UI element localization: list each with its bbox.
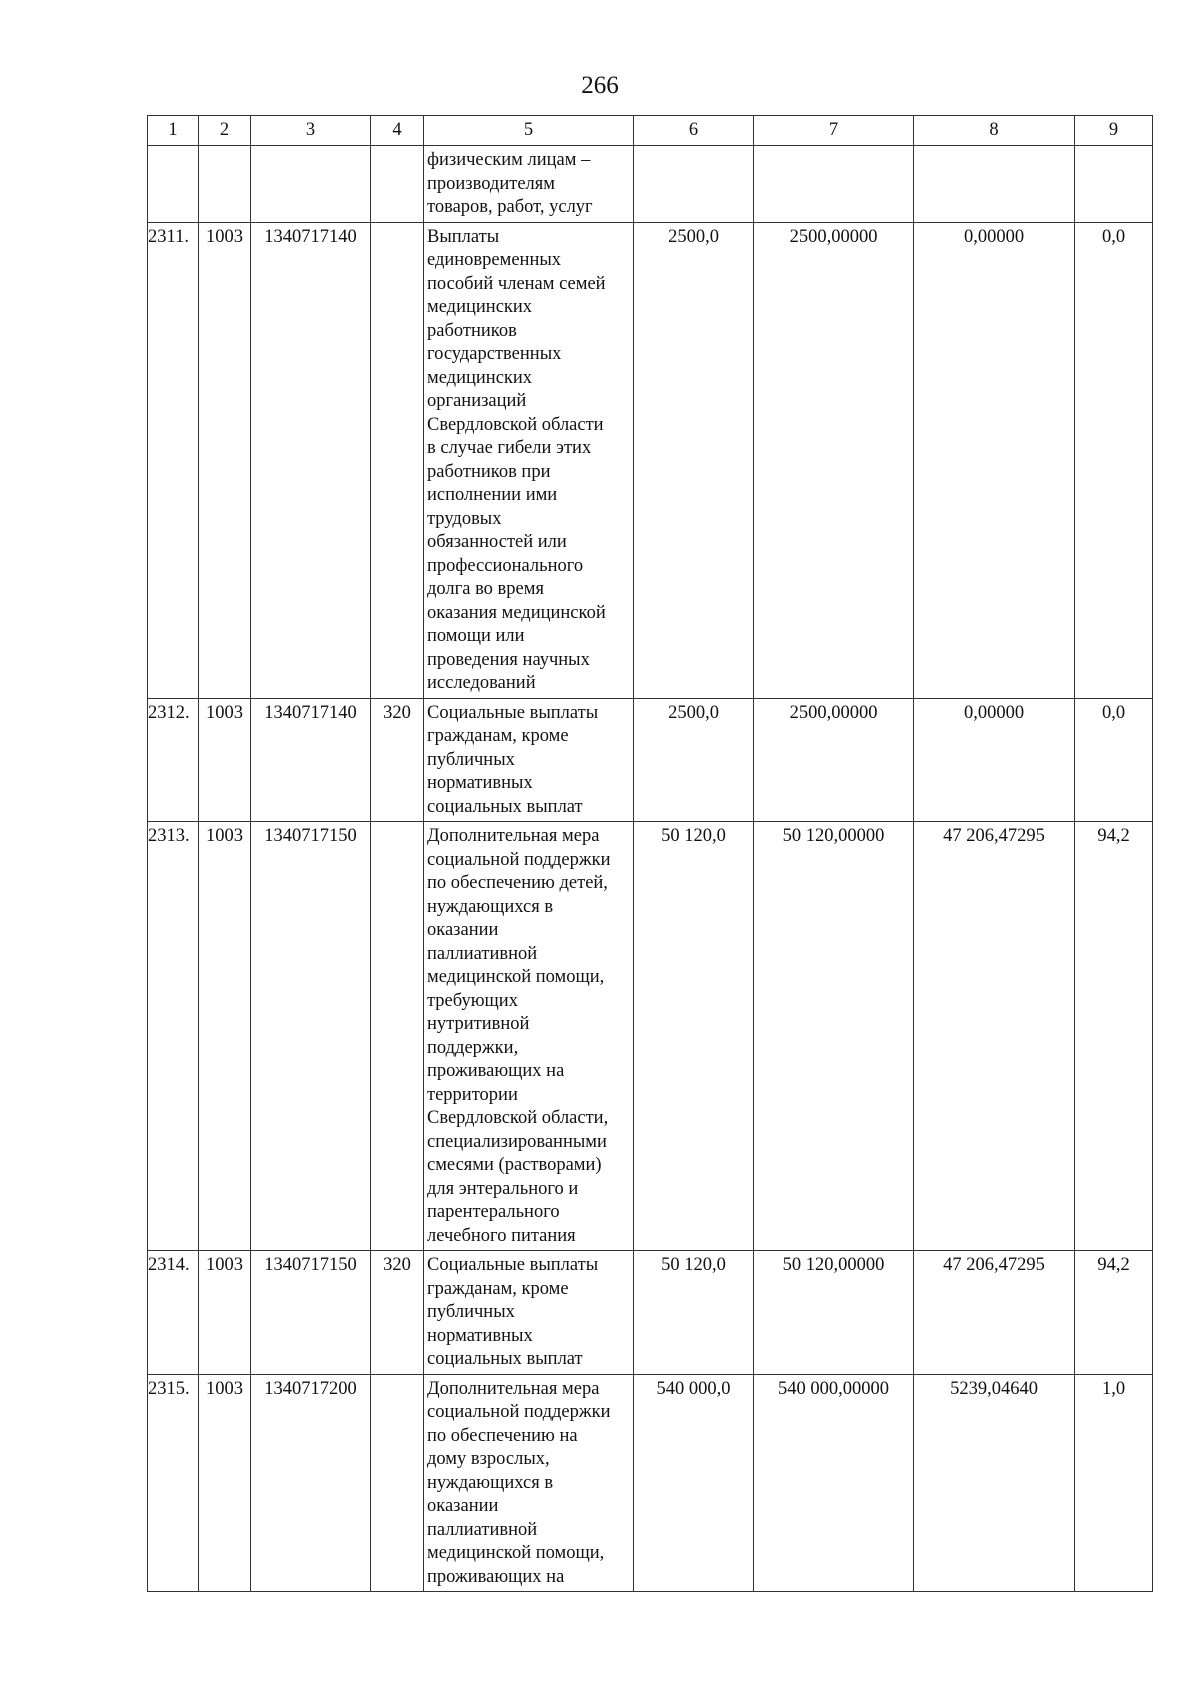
item-name-line: Свердловской области, xyxy=(427,1108,609,1128)
execution-percent: 0,0 xyxy=(1075,698,1153,822)
item-name-line: Социальные выплаты xyxy=(427,702,599,723)
item-name xyxy=(424,1251,634,1375)
item-name-line: паллиативной xyxy=(427,1519,538,1540)
target-code: 1340717140 xyxy=(251,222,371,698)
item-name-line: проживающих на xyxy=(427,1061,565,1081)
table-row xyxy=(148,698,1153,822)
item-name-line: проведения научных xyxy=(427,649,590,670)
expense-type-code: 320 xyxy=(371,698,424,822)
item-name-line: медицинской помощи, xyxy=(427,967,605,987)
item-name-line: пособий членам семей xyxy=(427,273,606,294)
item-name-line: для энтерального и xyxy=(427,1178,579,1199)
row-number xyxy=(148,146,199,223)
section-code: 1003 xyxy=(199,822,251,1251)
item-name-line: товаров, работ, услуг xyxy=(427,197,593,217)
executed-amount: 47 206,47295 xyxy=(914,1251,1075,1375)
expense-type-code xyxy=(371,222,424,698)
approved-amount: 50 120,00000 xyxy=(754,1251,914,1375)
item-name-line: социальных выплат xyxy=(427,796,583,817)
section-code: 1003 xyxy=(199,1251,251,1375)
item-name-line: специализированными xyxy=(427,1131,607,1152)
execution-percent: 0,0 xyxy=(1075,222,1153,698)
page-number: 266 xyxy=(581,72,619,99)
item-name-line: медицинских xyxy=(427,367,533,388)
expense-type-code xyxy=(371,146,424,223)
item-name-line: социальных выплат xyxy=(427,1349,583,1369)
item-name-line: работников при xyxy=(427,461,551,482)
item-name-line: по обеспечению детей, xyxy=(427,873,608,893)
target-code xyxy=(251,146,371,223)
item-name-line: паллиативной xyxy=(427,943,538,964)
row-number: 2312. xyxy=(148,698,199,822)
item-name-line: парентерального xyxy=(427,1202,560,1222)
column-header: 1 xyxy=(148,116,199,146)
item-name-line: единовременных xyxy=(427,250,562,270)
item-name-line: нормативных xyxy=(427,1325,533,1346)
row-number: 2311. xyxy=(148,222,199,698)
item-name-line: оказании xyxy=(427,1496,499,1516)
expense-type-code xyxy=(371,1374,424,1592)
item-name-line: проживающих на xyxy=(427,1566,565,1587)
column-header: 8 xyxy=(914,116,1075,146)
item-name-line: нуждающихся в xyxy=(427,896,554,917)
item-name-line: требующих xyxy=(427,990,518,1011)
table-row xyxy=(148,222,1153,698)
item-name-line: работников xyxy=(427,320,517,341)
execution-percent: 94,2 xyxy=(1075,1251,1153,1375)
section-code xyxy=(199,146,251,223)
item-name-line: Социальные выплаты xyxy=(427,1255,599,1275)
item-name-line: организаций xyxy=(427,391,527,411)
item-name-line: гражданам, кроме xyxy=(427,726,569,746)
executed-amount: 0,00000 xyxy=(914,222,1075,698)
target-code: 1340717150 xyxy=(251,822,371,1251)
item-name xyxy=(424,698,634,822)
column-header: 5 xyxy=(424,116,634,146)
table-row xyxy=(148,1374,1153,1592)
table-row xyxy=(148,146,1153,223)
execution-percent: 1,0 xyxy=(1075,1374,1153,1592)
item-name-line: гражданам, кроме xyxy=(427,1278,569,1299)
row-number: 2313. xyxy=(148,822,199,1251)
executed-amount: 47 206,47295 xyxy=(914,822,1075,1251)
item-name xyxy=(424,146,634,223)
item-name-line: публичных xyxy=(427,749,515,770)
item-name-line: медицинских xyxy=(427,297,533,317)
header-row xyxy=(148,116,1153,146)
column-header: 7 xyxy=(754,116,914,146)
target-code: 1340717200 xyxy=(251,1374,371,1592)
item-name-line: исполнении ими xyxy=(427,485,558,505)
row-number: 2315. xyxy=(148,1374,199,1592)
item-name-line: Свердловской области xyxy=(427,414,604,435)
item-name-line: физическим лицам – xyxy=(427,150,591,170)
execution-percent xyxy=(1075,146,1153,223)
item-name-line: оказании xyxy=(427,920,499,940)
item-name-line: нуждающихся в xyxy=(427,1472,554,1493)
item-name-line: нормативных xyxy=(427,773,533,793)
item-name-line: нутритивной xyxy=(427,1014,530,1034)
table-row xyxy=(148,822,1153,1251)
section-code: 1003 xyxy=(199,222,251,698)
table-body xyxy=(148,146,1153,1592)
budget-table xyxy=(147,115,1153,1592)
item-name-line: социальной поддержки xyxy=(427,849,611,870)
expense-type-code xyxy=(371,822,424,1251)
item-name xyxy=(424,822,634,1251)
item-name-line: обязанностей или xyxy=(427,532,567,552)
item-name-line: профессионального xyxy=(427,555,584,576)
item-name-line: социальной поддержки xyxy=(427,1402,611,1422)
item-name-line: трудовых xyxy=(427,508,502,529)
expense-type-code: 320 xyxy=(371,1251,424,1375)
execution-percent: 94,2 xyxy=(1075,822,1153,1251)
planned-amount: 2500,0 xyxy=(634,222,754,698)
executed-amount: 5239,04640 xyxy=(914,1374,1075,1592)
target-code: 1340717150 xyxy=(251,1251,371,1375)
item-name-line: лечебного питания xyxy=(427,1225,576,1246)
item-name-line: в случае гибели этих xyxy=(427,438,592,458)
column-header: 4 xyxy=(371,116,424,146)
item-name-line: смесями (растворами) xyxy=(427,1155,602,1175)
table-row xyxy=(148,1251,1153,1375)
planned-amount xyxy=(634,146,754,223)
column-header: 9 xyxy=(1075,116,1153,146)
planned-amount: 50 120,0 xyxy=(634,1251,754,1375)
executed-amount: 0,00000 xyxy=(914,698,1075,822)
item-name xyxy=(424,1374,634,1592)
planned-amount: 50 120,0 xyxy=(634,822,754,1251)
item-name-line: оказания медицинской xyxy=(427,602,606,623)
item-name-line: по обеспечению на xyxy=(427,1425,578,1446)
target-code: 1340717140 xyxy=(251,698,371,822)
item-name-line: долга во время xyxy=(427,579,544,599)
approved-amount: 540 000,00000 xyxy=(754,1374,914,1592)
item-name-line: публичных xyxy=(427,1302,515,1322)
approved-amount: 2500,00000 xyxy=(754,222,914,698)
item-name-line: государственных xyxy=(427,344,562,364)
item-name-line: производителям xyxy=(427,173,555,194)
section-code: 1003 xyxy=(199,698,251,822)
column-header: 2 xyxy=(199,116,251,146)
row-number: 2314. xyxy=(148,1251,199,1375)
item-name-line: поддержки, xyxy=(427,1037,519,1058)
item-name-line: помощи или xyxy=(427,626,525,646)
item-name-line: медицинской помощи, xyxy=(427,1543,605,1563)
approved-amount: 2500,00000 xyxy=(754,698,914,822)
planned-amount: 540 000,0 xyxy=(634,1374,754,1592)
item-name-line: Дополнительная мера xyxy=(427,1378,600,1399)
approved-amount: 50 120,00000 xyxy=(754,822,914,1251)
column-header: 3 xyxy=(251,116,371,146)
item-name-line: территории xyxy=(427,1084,518,1105)
item-name-line: исследований xyxy=(427,673,536,693)
item-name-line: Выплаты xyxy=(427,226,500,247)
planned-amount: 2500,0 xyxy=(634,698,754,822)
item-name-line: дому взрослых, xyxy=(427,1449,550,1469)
approved-amount xyxy=(754,146,914,223)
section-code: 1003 xyxy=(199,1374,251,1592)
executed-amount xyxy=(914,146,1075,223)
item-name xyxy=(424,222,634,698)
item-name-line: Дополнительная мера xyxy=(427,826,600,846)
column-header: 6 xyxy=(634,116,754,146)
